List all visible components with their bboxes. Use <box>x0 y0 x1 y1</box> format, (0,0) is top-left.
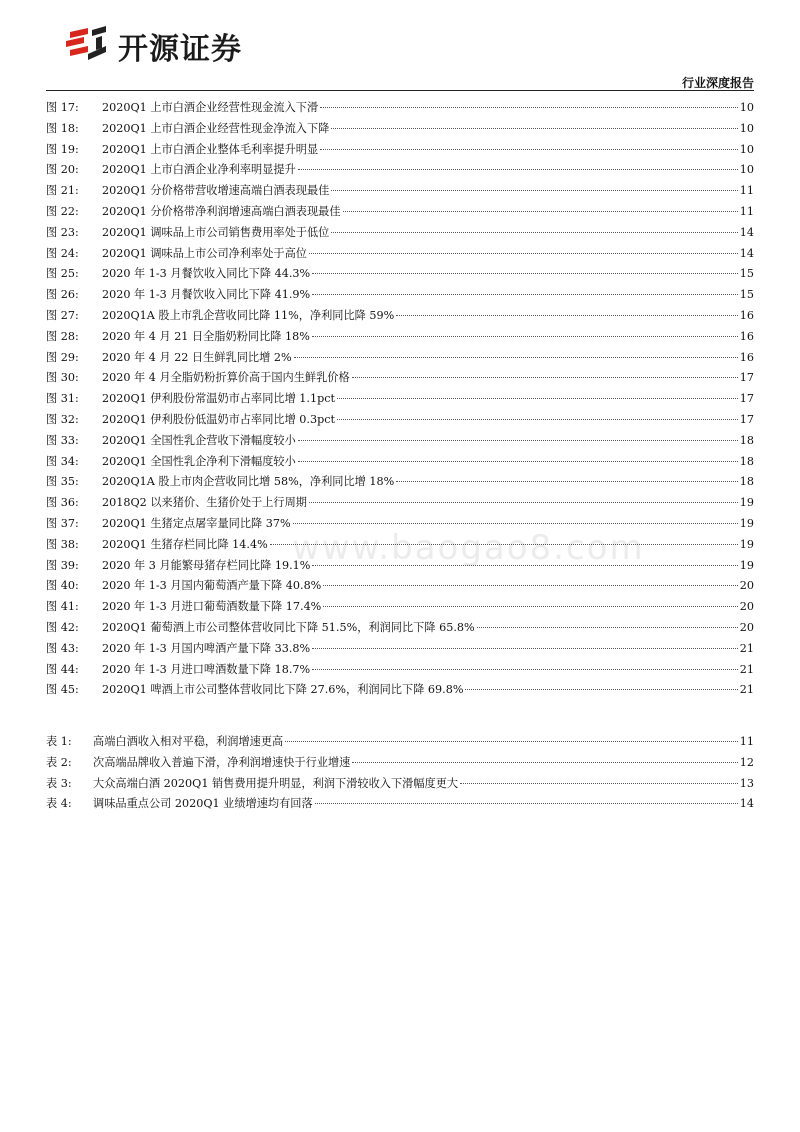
entry-page-number: 14 <box>739 246 754 260</box>
figure-index-entry[interactable] <box>46 557 754 578</box>
dot-leader <box>352 762 737 763</box>
dot-leader <box>294 357 738 358</box>
entry-title: 2020Q1 分价格带净利润增速高端白酒表现最佳 <box>102 204 341 218</box>
entry-label: 图 37: <box>46 516 79 530</box>
entry-title: 2020Q1 生猪存栏同比降 14.4% <box>102 537 268 551</box>
entry-label: 表 1: <box>46 735 72 748</box>
entry-label: 图 34: <box>46 454 79 468</box>
entry-label: 图 22: <box>46 204 79 218</box>
entry-title: 2020Q1 啤酒上市公司整体营收同比下降 27.6%，利润同比下降 69.8% <box>102 683 464 697</box>
entry-title: 2020 年 1-3 月进口啤酒数量下降 18.7% <box>102 662 311 676</box>
dot-leader <box>293 523 738 524</box>
entry-title: 2020Q1A 股上市肉企营收同比增 58%，净利同比增 18% <box>102 475 395 489</box>
entry-label: 图 20: <box>46 163 79 177</box>
entry-label: 图 35: <box>46 475 79 489</box>
entry-label: 表 3: <box>46 776 72 790</box>
report-type-label: 行业深度报告 <box>681 76 754 90</box>
entry-label: 表 4: <box>46 797 72 811</box>
dot-leader <box>298 461 738 462</box>
entry-title: 2020 年 3 月能繁母猪存栏同比降 19.1% <box>102 558 311 572</box>
table-index-entry[interactable] <box>46 775 754 796</box>
entry-page-number: 17 <box>739 392 754 406</box>
dot-leader <box>323 585 737 586</box>
entry-title: 2020Q1 伊利股份常温奶市占率同比增 1.1pct <box>102 392 336 406</box>
entry-page-number: 11 <box>739 184 754 198</box>
table-index-entry[interactable] <box>46 733 754 754</box>
figure-index-entry[interactable] <box>46 224 754 245</box>
dot-leader <box>465 689 737 690</box>
entry-page-number: 15 <box>739 267 754 281</box>
dot-leader <box>331 232 737 233</box>
entry-label: 图 30: <box>46 371 79 385</box>
entry-title: 2020Q1 生猪定点屠宰量同比降 37% <box>102 516 291 530</box>
dot-leader <box>320 149 738 150</box>
entry-page-number: 10 <box>739 121 754 135</box>
entry-title: 2020Q1 调味品上市公司净利率处于高位 <box>102 246 307 260</box>
entry-page-number: 14 <box>739 797 754 811</box>
entry-page-number: 21 <box>739 641 754 655</box>
dot-leader <box>312 273 738 274</box>
entry-page-number: 18 <box>739 454 754 468</box>
figure-index-entry[interactable] <box>46 515 754 536</box>
logo-text: 开源证券 <box>118 32 242 67</box>
dot-leader <box>298 440 738 441</box>
dot-leader <box>309 253 738 254</box>
entry-label: 图 23: <box>46 225 79 239</box>
entry-page-number: 17 <box>739 371 754 385</box>
entry-title: 2020Q1 上市白酒企业经营性现金流入下滑 <box>102 101 319 114</box>
dot-leader <box>331 128 737 129</box>
entry-label: 图 27: <box>46 308 79 322</box>
entry-page-number: 21 <box>739 662 754 676</box>
entry-page-number: 16 <box>739 350 754 364</box>
dot-leader <box>323 606 737 607</box>
figure-index-entry[interactable] <box>46 619 754 640</box>
entry-page-number: 21 <box>739 683 754 697</box>
entry-label: 图 40: <box>46 579 79 593</box>
entry-label: 图 18: <box>46 121 79 135</box>
entry-label: 图 21: <box>46 184 79 198</box>
figure-index-entry[interactable] <box>46 203 754 224</box>
figure-index-entry[interactable] <box>46 141 754 162</box>
entry-title: 2020Q1 上市白酒企业整体毛利率提升明显 <box>102 142 319 156</box>
dot-leader <box>298 169 738 170</box>
entry-title: 2020Q1 全国性乳企净利下滑幅度较小 <box>102 454 296 468</box>
dot-leader <box>270 544 738 545</box>
dot-leader <box>309 502 738 503</box>
entry-title: 2020Q1 上市白酒企业经营性现金净流入下降 <box>102 121 330 135</box>
dot-leader <box>312 336 738 337</box>
entry-label: 图 39: <box>46 558 79 572</box>
figure-index-entry[interactable] <box>46 598 754 619</box>
figure-index-entry[interactable] <box>46 432 754 453</box>
figure-index-entry[interactable] <box>46 494 754 515</box>
entry-title: 2020Q1 伊利股份低温奶市占率同比增 0.3pct <box>102 412 336 426</box>
entry-label: 表 2: <box>46 755 72 769</box>
entry-page-number: 10 <box>739 163 754 177</box>
entry-title: 2020Q1 分价格带营收增速高端白酒表现最佳 <box>102 184 330 198</box>
figure-index-entry[interactable] <box>46 536 754 557</box>
dot-leader <box>477 627 738 628</box>
dot-leader <box>396 481 738 482</box>
entry-page-number: 17 <box>739 412 754 426</box>
figure-index-entry[interactable] <box>46 182 754 203</box>
entry-page-number: 15 <box>739 288 754 302</box>
entry-page-number: 20 <box>739 620 754 634</box>
entry-label: 图 41: <box>46 600 79 614</box>
entry-label: 图 38: <box>46 537 79 551</box>
figure-index-entry[interactable] <box>46 390 754 411</box>
entry-page-number: 11 <box>739 204 754 218</box>
figure-index-entry[interactable] <box>46 453 754 474</box>
entry-title: 2020 年 1-3 月餐饮收入同比下降 44.3% <box>102 267 311 281</box>
dot-leader <box>312 294 738 295</box>
table-index-entry[interactable] <box>46 795 754 816</box>
dot-leader <box>312 648 738 649</box>
entry-title: 2020Q1 全国性乳企营收下滑幅度较小 <box>102 433 296 447</box>
entry-title: 2020 年 4 月全脂奶粉折算价高于国内生鲜乳价格 <box>102 371 350 385</box>
figure-index <box>46 99 754 702</box>
entry-title: 2020 年 1-3 月国内葡萄酒产量下降 40.8% <box>102 579 322 593</box>
entry-title: 调味品重点公司 2020Q1 业绩增速均有回落 <box>93 797 313 811</box>
figure-index-entry[interactable] <box>46 120 754 141</box>
dot-leader <box>343 211 738 212</box>
entry-page-number: 18 <box>739 433 754 447</box>
entry-title: 2020 年 4 月 22 日生鲜乳同比增 2% <box>102 350 292 364</box>
entry-label: 图 43: <box>46 641 79 655</box>
entry-page-number: 13 <box>739 776 754 790</box>
dot-leader <box>396 315 738 316</box>
table-index <box>46 733 754 816</box>
logo-mark-icon <box>66 24 110 68</box>
entry-title: 2020 年 1-3 月国内啤酒产量下降 33.8% <box>102 641 311 655</box>
entry-label: 图 19: <box>46 142 79 156</box>
figure-index-entry[interactable] <box>46 661 754 682</box>
figure-index-entry[interactable] <box>46 349 754 370</box>
entry-label: 图 31: <box>46 392 79 406</box>
entry-page-number: 20 <box>739 579 754 593</box>
entry-title: 2020Q1 上市白酒企业净利率明显提升 <box>102 163 296 177</box>
entry-title: 2020 年 1-3 月餐饮收入同比下降 41.9% <box>102 288 311 302</box>
entry-label: 图 28: <box>46 329 79 343</box>
entry-label: 图 32: <box>46 412 79 426</box>
entry-label: 图 33: <box>46 433 79 447</box>
dot-leader <box>312 565 737 566</box>
dot-leader <box>312 669 738 670</box>
entry-title: 2020Q1A 股上市乳企营收同比降 11%，净利同比降 59% <box>102 308 395 322</box>
figure-index-entry[interactable] <box>46 99 754 120</box>
dot-leader <box>285 741 738 742</box>
company-logo <box>66 24 242 68</box>
entry-label: 图 42: <box>46 620 79 634</box>
entry-page-number: 19 <box>739 516 754 530</box>
figure-index-entry[interactable] <box>46 473 754 494</box>
dot-leader <box>315 803 738 804</box>
entry-page-number: 10 <box>739 142 754 156</box>
entry-page-number: 19 <box>739 558 754 572</box>
entry-page-number: 19 <box>739 537 754 551</box>
figure-index-entry[interactable] <box>46 265 754 286</box>
entry-title: 高端白酒收入相对平稳，利润增速更高 <box>93 735 284 748</box>
entry-page-number: 12 <box>739 755 754 769</box>
header-divider <box>46 90 754 91</box>
entry-label: 图 24: <box>46 246 79 260</box>
entry-title: 2018Q2 以来猪价、生猪价处于上行周期 <box>102 496 307 510</box>
dot-leader <box>331 190 737 191</box>
dot-leader <box>352 377 738 378</box>
dot-leader <box>320 107 738 108</box>
entry-page-number: 19 <box>739 496 754 510</box>
entry-label: 图 36: <box>46 496 79 510</box>
entry-label: 图 44: <box>46 662 79 676</box>
figure-index-entry[interactable] <box>46 245 754 266</box>
figure-index-entry[interactable] <box>46 161 754 182</box>
entry-page-number: 16 <box>739 308 754 322</box>
entry-label: 图 17: <box>46 101 79 114</box>
entry-page-number: 20 <box>739 600 754 614</box>
entry-page-number: 14 <box>739 225 754 239</box>
entry-title: 次高端品牌收入普遍下滑，净利润增速快于行业增速 <box>93 755 351 769</box>
figure-index-entry[interactable] <box>46 577 754 598</box>
figure-index-entry[interactable] <box>46 328 754 349</box>
watermark: www.baogao8.com <box>292 528 645 568</box>
dot-leader <box>460 783 738 784</box>
entry-page-number: 16 <box>739 329 754 343</box>
entry-page-number: 18 <box>739 475 754 489</box>
dot-leader <box>337 419 738 420</box>
entry-title: 2020Q1 葡萄酒上市公司整体营收同比下降 51.5%，利润同比下降 65.8% <box>102 620 475 634</box>
entry-page-number: 11 <box>739 735 754 748</box>
entry-page-number: 10 <box>739 101 754 114</box>
dot-leader <box>337 398 738 399</box>
table-index-entry[interactable] <box>46 754 754 775</box>
entry-label: 图 25: <box>46 267 79 281</box>
figure-index-entry[interactable] <box>46 369 754 390</box>
figure-index-entry[interactable] <box>46 286 754 307</box>
figure-index-entry[interactable] <box>46 307 754 328</box>
entry-title: 2020 年 4 月 21 日全脂奶粉同比降 18% <box>102 329 310 343</box>
entry-label: 图 45: <box>46 683 79 697</box>
figure-index-entry[interactable] <box>46 640 754 661</box>
entry-label: 图 29: <box>46 350 79 364</box>
figure-index-entry[interactable] <box>46 411 754 432</box>
figure-index-entry[interactable] <box>46 681 754 702</box>
entry-label: 图 26: <box>46 288 79 302</box>
entry-title: 2020Q1 调味品上市公司销售费用率处于低位 <box>102 225 330 239</box>
entry-title: 2020 年 1-3 月进口葡萄酒数量下降 17.4% <box>102 600 322 614</box>
entry-title: 大众高端白酒 2020Q1 销售费用提升明显，利润下滑较收入下滑幅度更大 <box>93 776 459 790</box>
